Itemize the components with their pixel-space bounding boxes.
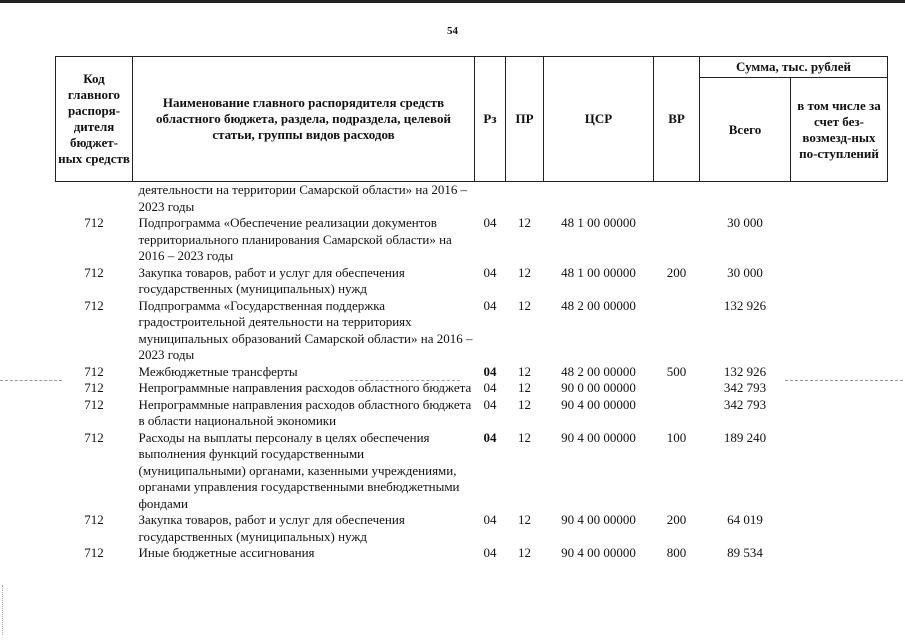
- table-row: [56, 182, 888, 216]
- row-rz: 04: [483, 297, 497, 313]
- row-rz: 04: [483, 429, 497, 445]
- row-total: 189 240: [723, 429, 767, 445]
- scan-artifact-mid: [350, 380, 460, 382]
- row-csr: 90 0 00 00000: [561, 380, 636, 395]
- row-rz: 04: [483, 545, 497, 560]
- row-pr: 12: [518, 396, 531, 412]
- row-rz: 04: [483, 396, 497, 412]
- row-name: Закупка товаров, работ и услуг для обеспечения государственных (муниципальных) нужд: [138, 264, 405, 296]
- table-row: [56, 265, 888, 298]
- row-code: 712: [84, 380, 104, 395]
- table-row: [56, 298, 888, 364]
- row-total: 30 000: [727, 215, 763, 230]
- row-incl: [791, 265, 888, 298]
- row-pr: 12: [518, 429, 531, 445]
- row-vr: [654, 397, 700, 430]
- row-incl: [791, 298, 888, 364]
- row-code: 712: [84, 429, 104, 445]
- row-pr: 12: [518, 512, 531, 527]
- col-header-pr: ПР: [506, 57, 544, 182]
- scan-artifact-left: [0, 380, 62, 382]
- row-vr: 200: [666, 512, 687, 527]
- row-total: 132 926: [723, 363, 767, 379]
- row-rz: 04: [483, 380, 497, 395]
- scan-artifact-right: [785, 380, 903, 382]
- row-incl: [791, 512, 888, 545]
- row-name: Иные бюджетные ассигнования: [138, 545, 315, 560]
- row-rz: 04: [483, 215, 497, 230]
- page-top-rule: [0, 0, 905, 3]
- row-csr: 90 4 00 00000: [561, 396, 636, 412]
- row-csr: 90 4 00 00000: [561, 545, 636, 560]
- row-vr: 800: [666, 545, 687, 560]
- table-row: [56, 397, 888, 430]
- col-header-total: Всего: [700, 78, 791, 182]
- row-rz: 04: [483, 512, 497, 527]
- row-name: Непрограммные направления расходов областного бюджета: [138, 380, 472, 395]
- row-code: 712: [84, 215, 104, 230]
- col-header-sum: Сумма, тыс. рублей: [700, 57, 888, 78]
- table-row: [56, 380, 888, 397]
- row-code: 712: [84, 363, 104, 379]
- table-row: [56, 215, 888, 265]
- row-vr: [654, 215, 700, 265]
- row-name: Непрограммные направления расходов областного бюджета в области национальной экономики: [138, 396, 472, 428]
- row-incl: [791, 215, 888, 265]
- row-name: Расходы на выплаты персоналу в целях обеспечения выполнения функций государственными (муниципальными) органами, казенными учреждениями, органами управления государственными внебюджетными фондами: [138, 429, 460, 511]
- row-code: 712: [84, 545, 104, 560]
- row-pr: 12: [518, 215, 531, 230]
- row-csr: 90 4 00 00000: [561, 512, 636, 527]
- row-incl: [791, 430, 888, 513]
- col-header-incl: в том числе за счет без-возмезд-ных по-ступлений: [791, 78, 888, 182]
- row-total: 89 534: [727, 545, 763, 560]
- row-vr: 500: [666, 363, 687, 379]
- row-pr: 12: [518, 297, 531, 313]
- row-rz: 04: [483, 363, 497, 379]
- row-name: Закупка товаров, работ и услуг для обеспечения государственных (муниципальных) нужд: [138, 512, 405, 544]
- row-code: 712: [84, 396, 104, 412]
- row-total: 342 793: [723, 396, 767, 412]
- row-vr: [654, 380, 700, 397]
- table-row: [56, 545, 888, 562]
- row-code: 712: [84, 297, 104, 313]
- row-code: 712: [84, 264, 104, 280]
- row-vr: 100: [666, 429, 687, 445]
- row-csr: 48 1 00 00000: [561, 264, 636, 280]
- row-pr: 12: [518, 380, 531, 395]
- col-header-csr: ЦСР: [544, 57, 654, 182]
- row-incl: [791, 380, 888, 397]
- row-total: 342 793: [723, 380, 767, 395]
- row-name: Подпрограмма «Государственная поддержка градостроительной деятельности на территориях муниципальных образований Самарской области» на 2016 – 2023 годы: [138, 297, 473, 362]
- page-number: 54: [447, 25, 458, 37]
- row-code: 712: [84, 512, 104, 527]
- row-pr: 12: [518, 545, 531, 560]
- table-row: [56, 512, 888, 545]
- row-total: 64 019: [727, 512, 763, 527]
- row-incl: [791, 545, 888, 562]
- row-csr: 48 1 00 00000: [561, 215, 636, 230]
- budget-table: [55, 56, 888, 562]
- row-total: 30 000: [727, 264, 763, 280]
- col-header-vr: ВР: [654, 57, 700, 182]
- row-vr: 200: [666, 264, 687, 280]
- table-row: [56, 364, 888, 381]
- row-pr: 12: [518, 363, 531, 379]
- row-name: Подпрограмма «Обеспечение реализации документов территориального планирования Самарской области» на 2016 – 2023 годы: [138, 215, 452, 263]
- row-csr: 48 2 00 00000: [561, 297, 636, 313]
- col-header-name: Наименование главного распорядителя средств областного бюджета, раздела, подраздела, целевой статьи, группы видов расходов: [133, 57, 475, 182]
- row-csr: 48 2 00 00000: [561, 363, 636, 379]
- row-pr: 12: [518, 264, 531, 280]
- row-incl: [791, 397, 888, 430]
- row-name: Межбюджетные трансферты: [138, 363, 298, 379]
- row-csr: 90 4 00 00000: [561, 429, 636, 445]
- col-header-code: Код главного распоря-дителя бюджет-ных средств: [56, 57, 133, 182]
- table-row: [56, 430, 888, 513]
- row-name: деятельности на территории Самарской области» на 2016 – 2023 годы: [138, 182, 468, 214]
- row-total: 132 926: [723, 297, 767, 313]
- col-header-rz: Рз: [475, 57, 506, 182]
- row-rz: 04: [483, 264, 497, 280]
- scan-artifact-edge: [2, 585, 3, 635]
- row-vr: [654, 298, 700, 364]
- row-incl: [791, 364, 888, 381]
